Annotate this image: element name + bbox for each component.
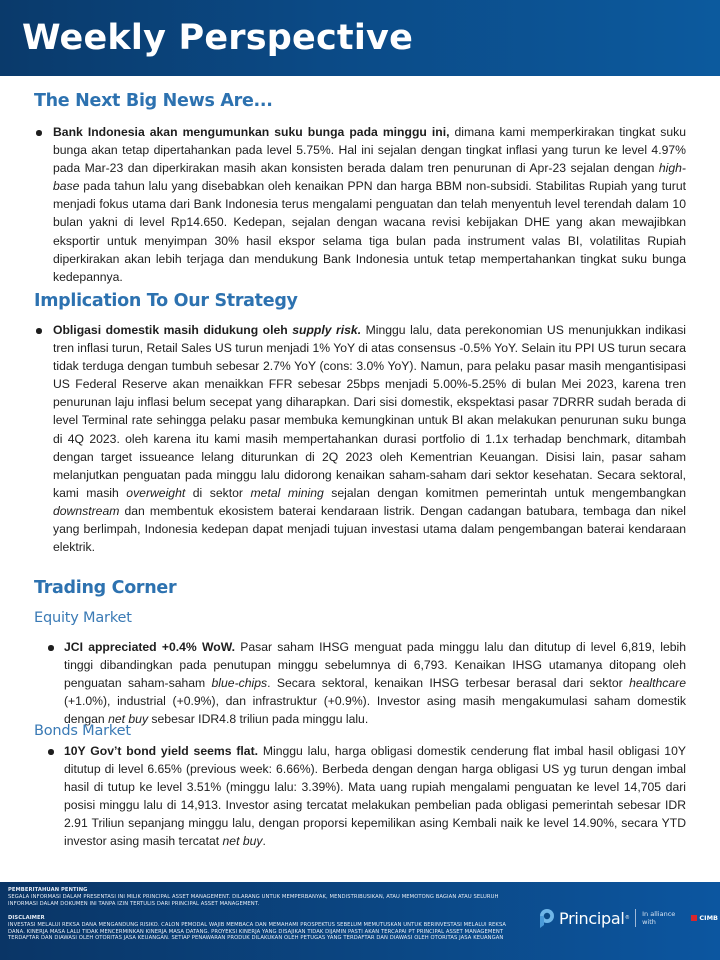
bullet-lead: 10Y Gov’t bond yield seems flat. (64, 744, 259, 758)
bullet-italic: overweight (126, 485, 186, 500)
section-title-implication: Implication To Our Strategy (34, 291, 298, 311)
cimb-logo-icon (691, 915, 698, 921)
bullet-lead: Obligasi domestik masih didukung oleh (53, 323, 293, 337)
bullet-text: . (262, 834, 266, 849)
bullet-icon (36, 130, 42, 136)
bullet-icon (36, 328, 42, 334)
disclaimer-text: INVESTASI MELALUI REKSA DANA MENGANDUNG RISIKO. CALON PEMODAL WAJIB MEMBACA DAN MEMAHAMI PROSPEKTUS SEBELUM MEMUTUSKAN UNTUK BERINVESTASI MELALUI REKSA DANA. KINERJA MASA LALU TIDAK MENCERMINKAN KINERJA MASA DATANG. PROYEKSI KINERJA YANG DISAJIKAN TIDAK DIJAMIN PASTI AKAN TERCAPAI PT PRINCIPAL ASSET MANAGEMENT TERDAFTAR DAN DIAWASI OLEH OTORITAS JASA KEUANGAN. SETIAP PENAWARAN PRODUK DILAKUKAN OLEH PETUGAS YANG TERDAFTAR DAN DIAWASI OLEH OTORITAS JASA KEUANGAN (8, 921, 507, 942)
bullet-text: di sektor (185, 485, 251, 500)
bullet-text: (+1.0%), industrial (+0.9%), dan infrastruktur (+0.9%). Investor asing masih mengakumulasi saham domestik dengan (64, 694, 686, 727)
partner-name: CIMB (699, 914, 718, 922)
bullet-text: dan membentuk ekosistem baterai kendaraan listrik. Dengan cadangan batubara, tembaga dan nikel yang berlimpah, Indonesia kedepan dapat menjadi tujuan investasi utama dalam pengembangan baterai kendaraan elektrik. (53, 503, 686, 555)
bullet-text: sejalan dengan komitmen pemerintah untuk mengembangkan (323, 485, 686, 500)
subtitle-equity-market: Equity Market (34, 610, 132, 626)
bullet-text: . Secara sektoral, kenaikan IHSG terbesar berasal dari sektor (267, 676, 630, 691)
alliance-text: In alliance with (642, 910, 676, 926)
section-title-next-big-news: The Next Big News Are... (34, 91, 273, 111)
notice-text: SEGALA INFORMASI DALAM PRESENTASI INI MILIK PRINCIPAL ASSET MANAGEMENT. DILARANG UNTUK MEMPERBANYAK, MENDISTRIBUSIKAN, ATAU MEMOTONG BAGIAN ATAU SELURUH INFORMASI DALAM DOKUMEN INI TANPA IZIN TERTULIS DARI PRINCIPAL ASSET MANAGEMENT. (8, 893, 499, 907)
implication-bullet (53, 321, 686, 556)
bullet-italic: net buy (108, 712, 149, 727)
brand-divider (635, 909, 636, 927)
bullet-italic: healthcare (629, 676, 686, 691)
brand-lockup (538, 905, 718, 931)
disclaimer-block (8, 915, 518, 942)
bullet-lead: JCI appreciated +0.4% WoW. (64, 640, 235, 654)
bullet-text: Pasar saham IHSG menguat pada minggu lalu dan ditutup di level 6,819, lebih tinggi dibandingkan pada penutupan minggu sebelumnya di 6,793. Kenaikan IHSG utamanya ditopang oleh penguatan saham-saham (64, 640, 686, 691)
bullet-italic: metal mining (250, 485, 324, 500)
bullet-text: Minggu lalu, data perekonomian US menunjukkan indikasi tren inflasi turun, Retail Sales US turun menjadi 1% YoY di atas consensus -0.5% YoY. Selain itu PPI US turun secara tidak terduga dengan tumbuh sebesar 2.7% YoY (cons: 3.0% YoY). Namun, para pelaku pasar masih mengantisipasi US Federal Reserve akan menaikkan FFR sebesar 25bps menjadi 5.00%-5.25% di bulan Mei 2023, karena tren penurunan laju inflasi belum secepat yang diharapkan. Dari sisi domestik, ekspektasi pasar 7DRRR sudah berada di level Terminal rate sehingga pelaku pasar membuka kemungkinan untuk BI akan melakukan penurunan suku bunga di 4Q 2023. oleh karena itu kami masih mempertahankan durasi portfolio di 1.1x terhadap benchmark, ditambah dengan target issueance lelang diturunkan di 2Q 2023 oleh Kementrian Keuangan. Disisi lain, pasar saham melanjutkan penguatan pada minggu lalu didorong kenaikan saham-saham dari sektor kesehatan. Secara sektoral, kami masih (53, 323, 686, 500)
bullet-italic: net buy (222, 834, 263, 849)
page-title: Weekly Perspective (22, 18, 414, 58)
section-title-trading-corner: Trading Corner (34, 578, 177, 598)
bullet-text: pada tahun lalu yang disebabkan oleh kenaikan PPN dan harga BBM non-subsidi. Stabilitas Rupiah yang turut menjadi fokus utama dari Bank Indonesia terus mengalami penguatan dan telah menyentuh level terendah dalam 10 bulan yakni di level Rp14.650. Kedepan, sejalan dengan wacana revisi kebijakan DHE yang akan mewajibkan eksportir untuk menyimpan 30% hasil ekspor selama tiga bulan pada instrument valas BI, volatilitas Rupiah diperkirakan akan lebih terjaga dan mendukung Bank Indonesia untuk tetap mempertahankan tingkat suku bunga kedepannya. (53, 179, 686, 284)
bullet-text: dimana kami memperkirakan tingkat suku bunga akan tetap dipertahankan pada level 5.75%. Hal ini sejalan dengan tingkat inflasi yang turun ke level 4.97% pada Mar-23 dan diperkirakan masih akan konsisten berada dalam tren penurunan di Apr-23 sejalan dengan (53, 125, 686, 176)
page-header (0, 0, 720, 76)
notice-block (8, 887, 518, 907)
brand-name: Principal (559, 908, 625, 928)
disclaimer-title: DISCLAIMER (8, 915, 45, 921)
bullet-icon (48, 645, 54, 651)
brand-registered-mark: ® (625, 915, 630, 921)
bullet-lead: Bank Indonesia akan mengumunkan suku bunga pada minggu ini, (53, 125, 450, 139)
principal-logo-icon (538, 908, 554, 928)
bullet-italic: high-base (53, 161, 686, 194)
bullet-icon (48, 749, 54, 755)
bullet-text: sebesar IDR4.8 triliun pada minggu lalu. (148, 712, 369, 727)
bullet-italic: downstream (53, 503, 120, 518)
bullet-text: Minggu lalu, harga obligasi domestik cenderung flat imbal hasil obligasi 10Y ditutup di level 6.65% (previous week: 6.66%). Berbeda dengan dengan harga obligasi US yg turun dengan imbal hasil di tutup ke level 3.51% (minggu lalu: 3.39%). Mata uang rupiah mengalami penguatan ke level 14,705 dari posisi minggu lalu di 14,913. Investor asing tercatat melakukan pembelian pada obligasi pemerintah sebesar IDR 2.91 Triliun sepanjang minggu lalu, dengan proporsi kepemilikan asing Kembali naik ke level 14.90%, secara YTD investor asing masih tercatat (64, 744, 686, 849)
next-big-news-bullet (53, 123, 686, 286)
notice-title: PEMBERITAHUAN PENTING (8, 887, 88, 893)
subtitle-bonds-market: Bonds Market (34, 723, 131, 739)
equity-bullet (64, 638, 686, 728)
bullet-lead-italic: supply risk. (292, 323, 362, 337)
bonds-bullet (64, 742, 686, 851)
bullet-italic: blue-chips (211, 676, 268, 691)
